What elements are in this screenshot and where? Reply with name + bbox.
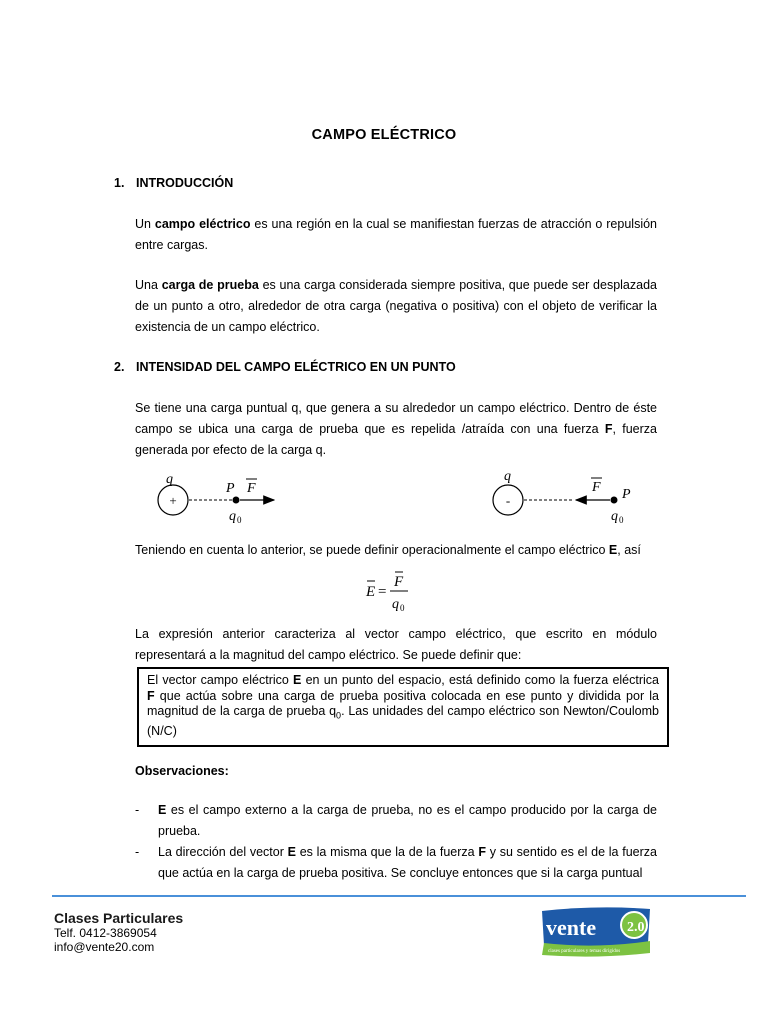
page-title: CAMPO ELÉCTRICO xyxy=(311,127,457,143)
left-force-label: F xyxy=(247,481,256,496)
text-run: que actúa sobre una carga de prueba positiva colocada en ese punto y dividida por la magnitud de la carga de prueba q xyxy=(147,688,659,718)
text-run: en un punto del espacio, está definido como la fuerza eléctrica xyxy=(301,673,659,687)
left-charge-label: q xyxy=(166,472,173,487)
bullet-dash: - xyxy=(135,803,140,817)
charge-force-diagram xyxy=(140,465,660,527)
right-test-charge-sub: 0 xyxy=(619,515,624,525)
vente20-logo xyxy=(538,905,654,959)
logo-text: vente xyxy=(546,915,597,940)
text-run: El vector campo eléctrico xyxy=(147,673,294,687)
term-E: E xyxy=(158,803,167,817)
observation-item-1 xyxy=(135,800,657,842)
section-2-heading xyxy=(114,360,456,374)
term-carga-de-prueba: carga de prueba xyxy=(161,278,259,292)
left-charge-sign: + xyxy=(169,493,177,508)
observations-heading: Observaciones: xyxy=(135,764,229,778)
term-F: F xyxy=(604,422,613,436)
formula-numerator: F xyxy=(394,574,404,590)
text-run: , fuerza generada por efecto de la carga q. xyxy=(135,422,657,457)
term-F: F xyxy=(147,688,155,703)
text-run: . Las unidades del campo eléctrico son Newton/Coulomb (N/C) xyxy=(147,704,659,738)
formula-denominator-sub: 0 xyxy=(400,603,405,613)
electric-field-formula xyxy=(356,568,416,616)
term-E: E xyxy=(287,845,296,859)
text-run: Teniendo en cuenta lo anterior, se puede definir operacionalmente el campo eléctrico xyxy=(135,543,609,557)
right-charge-label: q xyxy=(504,469,511,484)
footer-email: info@vente20.com xyxy=(54,940,155,954)
text-run: La dirección del vector xyxy=(158,845,288,859)
text-run: Se tiene una carga puntual q, que genera a su alrededor un campo eléctrico. Dentro de éste campo se ubica una carga de prueba que es repelida /atraída con una fuerza xyxy=(135,401,657,436)
footer-phone: Telf. 0412-3869054 xyxy=(54,926,157,940)
subscript: 0 xyxy=(336,710,342,721)
right-charge-sign: - xyxy=(505,493,511,508)
section-1-number: 1. xyxy=(114,176,125,190)
left-test-point xyxy=(233,497,240,504)
left-test-charge-sub: 0 xyxy=(237,515,242,525)
diagram-right-negative xyxy=(493,469,631,525)
field-paragraph-1 xyxy=(135,398,657,461)
left-point-label: P xyxy=(226,481,235,496)
section-1-heading xyxy=(114,176,233,190)
term-F: F xyxy=(478,845,486,859)
term-campo-electrico: campo eléctrico xyxy=(154,217,251,231)
formula-lhs: E xyxy=(366,584,376,600)
footer-divider xyxy=(52,895,746,897)
right-force-label: F xyxy=(592,480,601,495)
diagram-left-positive xyxy=(158,472,274,525)
observation-text xyxy=(158,800,657,842)
text-run: es la misma que la de la fuerza xyxy=(295,845,479,859)
text-run: , así xyxy=(617,543,641,557)
text-run: y su sentido es el de la fuerza que actúa en la carga de prueba positiva. Se concluye entonces que si la carga puntual xyxy=(158,845,657,880)
footer-company: Clases Particulares xyxy=(54,910,184,926)
term-E: E xyxy=(608,543,618,557)
field-paragraph-3: La expresión anterior caracteriza al vector campo eléctrico, que escrito en módulo representará a la magnitud del campo eléctrico. Se puede definir que: xyxy=(135,627,657,662)
intro-paragraph-2 xyxy=(135,275,657,338)
logo-number: 2.0 xyxy=(627,920,645,935)
term-E: E xyxy=(293,673,302,687)
logo-tagline: clases particulares y temas dirigidos xyxy=(548,949,621,954)
text-run: es una región en la cual se manifiestan fuerzas de atracción o repulsión entre cargas. xyxy=(135,217,657,252)
left-test-charge-label: q xyxy=(229,509,236,524)
intro-paragraph-1 xyxy=(135,214,657,256)
formula-equals: = xyxy=(378,584,387,600)
definition-box xyxy=(137,667,669,747)
section-1-title: INTRODUCCIÓN xyxy=(136,176,234,190)
text-run: Una xyxy=(135,278,162,292)
section-2-number: 2. xyxy=(114,360,125,374)
text-run: es una carga considerada siempre positiva, que puede ser desplazada de un punto a otro, alrededor de otra carga (negativa o positiva) con el objeto de verificar la existencia de un campo eléctrico. xyxy=(135,278,657,334)
section-2-title: INTENSIDAD DEL CAMPO ELÉCTRICO EN UN PUNTO xyxy=(136,360,456,374)
field-paragraph-2 xyxy=(135,540,657,561)
right-test-point xyxy=(611,497,618,504)
formula-denominator: q xyxy=(392,597,399,612)
right-point-label: P xyxy=(622,487,631,502)
text-run: Un xyxy=(135,217,155,231)
observation-text xyxy=(158,842,657,884)
bullet-dash: - xyxy=(135,845,140,859)
right-test-charge-label: q xyxy=(611,509,618,524)
observation-item-2 xyxy=(135,842,657,884)
text-run: es el campo externo a la carga de prueba, no es el campo producido por la carga de prueba. xyxy=(158,803,657,838)
